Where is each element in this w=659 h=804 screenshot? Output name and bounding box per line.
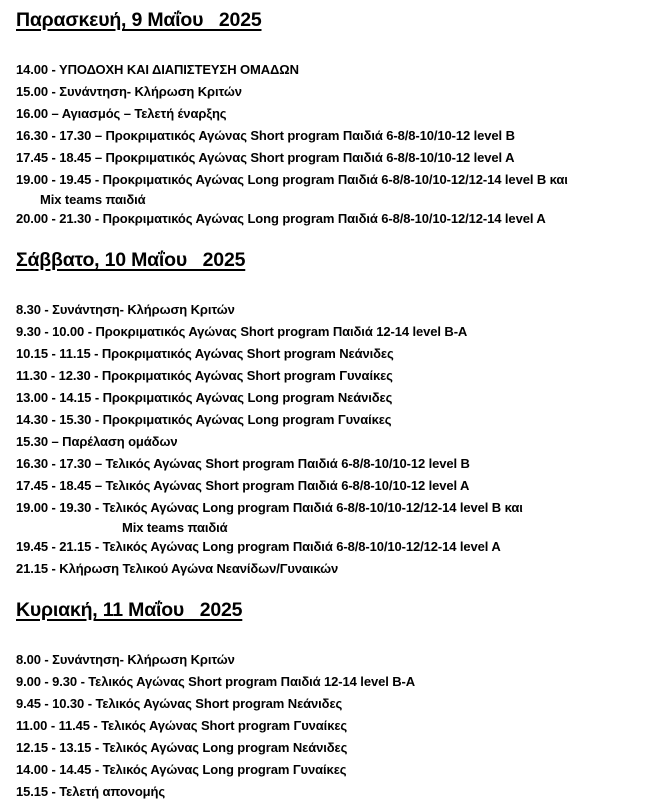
day-section: [16, 249, 653, 580]
schedule-line: 19.00 - 19.45 - Προκριματικός Αγώνας Long program Παιδιά 6-8/8-10/10-12/12-14 level B και: [16, 172, 568, 187]
schedule-line: 11.00 - 11.45 - Τελικός Αγώνας Short program Γυναίκες: [16, 718, 348, 733]
schedule-line: 9.30 - 10.00 - Προκριματικός Αγώνας Short program Παιδιά 12-14 level B-A: [16, 324, 468, 339]
schedule-line: 16.30 - 17.30 – Τελικός Αγώνας Short program Παιδιά 6-8/8-10/10-12 level B: [16, 456, 470, 471]
schedule-line: Mix teams παιδιά: [40, 192, 146, 207]
schedule-line: 16.30 - 17.30 – Προκριματικός Αγώνας Short program Παιδιά 6-8/8-10/10-12 level B: [16, 128, 515, 143]
schedule-line: 20.00 - 21.30 - Προκριματικός Αγώνας Long program Παιδιά 6-8/8-10/10-12/12-14 level A: [16, 211, 546, 226]
schedule-line: 11.30 - 12.30 - Προκριματικός Αγώνας Short program Γυναίκες: [16, 368, 393, 383]
schedule-line: 14.00 - 14.45 - Τελικός Αγώνας Long program Γυναίκες: [16, 762, 347, 777]
day-title: Σάββατο, 10 Μαΐου 2025: [16, 249, 246, 271]
schedule-line: 8.30 - Συνάντηση- Κλήρωση Κριτών: [16, 302, 235, 317]
schedule-line: Mix teams παιδιά: [122, 520, 228, 535]
schedule-line: 9.45 - 10.30 - Τελικός Αγώνας Short program Νεάνιδες: [16, 696, 343, 711]
schedule-line: 19.00 - 19.30 - Τελικός Αγώνας Long program Παιδιά 6-8/8-10/10-12/12-14 level B και: [16, 500, 523, 515]
schedule-line: 19.45 - 21.15 - Τελικός Αγώνας Long program Παιδιά 6-8/8-10/10-12/12-14 level A: [16, 539, 501, 554]
schedule-line: 14.00 - ΥΠΟΔΟΧΗ ΚΑΙ ΔΙΑΠΙΣΤΕΥΣΗ ΟΜΑΔΩΝ: [16, 62, 299, 77]
schedule-line: 9.00 - 9.30 - Τελικός Αγώνας Short program Παιδιά 12-14 level B-A: [16, 674, 416, 689]
schedule-line: 16.00 – Αγιασμός – Τελετή έναρξης: [16, 106, 227, 121]
schedule-line: 8.00 - Συνάντηση- Κλήρωση Κριτών: [16, 652, 235, 667]
day-title: Κυριακή, 11 Μαΐου 2025: [16, 599, 243, 621]
schedule-line: 13.00 - 14.15 - Προκριματικός Αγώνας Long program Νεάνιδες: [16, 390, 393, 405]
day-section: [16, 9, 653, 230]
day-event-list: [16, 649, 653, 803]
day-section: [16, 599, 653, 803]
schedule-line: 17.45 - 18.45 – Τελικός Αγώνας Short program Παιδιά 6-8/8-10/10-12 level A: [16, 478, 470, 493]
schedule-line: 17.45 - 18.45 – Προκριματικός Αγώνας Short program Παιδιά 6-8/8-10/10-12 level A: [16, 150, 515, 165]
schedule-line: 15.00 - Συνάντηση- Κλήρωση Κριτών: [16, 84, 242, 99]
schedule-line: 12.15 - 13.15 - Τελικός Αγώνας Long program Νεάνιδες: [16, 740, 348, 755]
day-event-list: [16, 59, 653, 230]
schedule-line: 14.30 - 15.30 - Προκριματικός Αγώνας Long program Γυναίκες: [16, 412, 392, 427]
schedule-line: 10.15 - 11.15 - Προκριματικός Αγώνας Short program Νεάνιδες: [16, 346, 394, 361]
schedule-line: 21.15 - Κλήρωση Τελικού Αγώνα Νεανίδων/Γυναικών: [16, 561, 339, 576]
day-title: Παρασκευή, 9 Μαΐου 2025: [16, 9, 262, 31]
schedule-line: 15.15 - Τελετή απονομής: [16, 784, 166, 799]
day-event-list: [16, 299, 653, 580]
schedule-line: 15.30 – Παρέλαση ομάδων: [16, 434, 178, 449]
